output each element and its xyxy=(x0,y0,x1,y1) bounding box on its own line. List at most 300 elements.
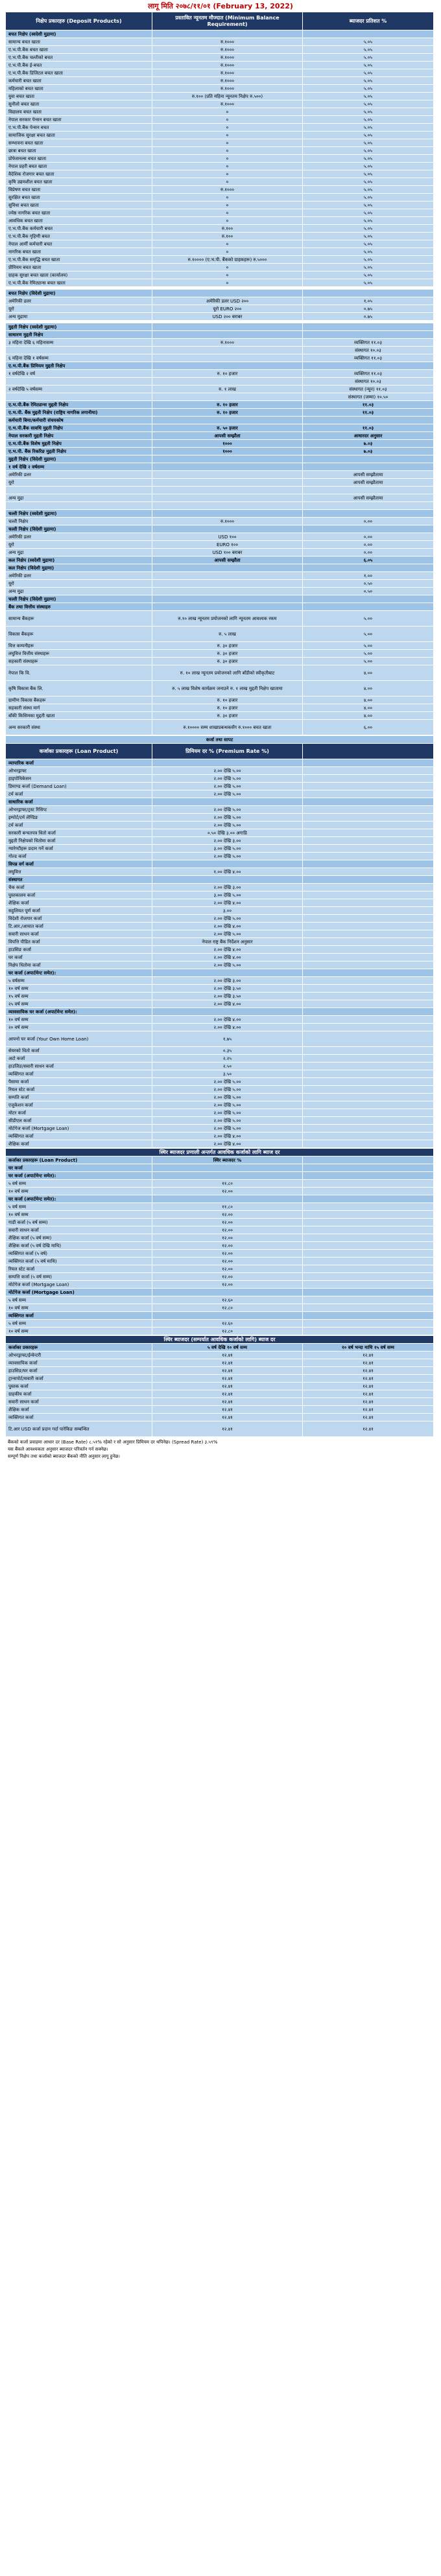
table-row xyxy=(6,775,434,783)
row-rate xyxy=(303,1086,434,1094)
row-label: सामाजिक सुरक्षा बचत खाता xyxy=(6,132,152,139)
table-row xyxy=(6,233,434,240)
table-row xyxy=(6,845,434,853)
row-value: १.७५ xyxy=(152,1031,303,1047)
row-label xyxy=(6,347,152,354)
variable-col-product: कर्जाका प्रकारहरू xyxy=(6,1344,152,1351)
row-value xyxy=(152,525,303,533)
row-label: शैक्षिक कर्जा xyxy=(6,1140,152,1148)
row-value: १२.४१ xyxy=(152,1421,303,1437)
row-label: अन्य सरकारी संस्था xyxy=(6,720,152,735)
row-rate xyxy=(303,1063,434,1070)
row-value: २.०० देखि ५.०० xyxy=(152,930,303,938)
row-value: ११.८० xyxy=(152,1203,303,1211)
row-value xyxy=(152,354,303,362)
row-rate xyxy=(303,417,434,424)
table-row xyxy=(6,132,434,139)
loan-col-extra xyxy=(303,744,434,759)
row-rate xyxy=(303,1055,434,1063)
row-label: सम्पति कर्जा xyxy=(6,1094,152,1101)
table-row xyxy=(6,1281,434,1289)
row-rate xyxy=(303,1125,434,1133)
row-value: रु.१००० xyxy=(152,77,303,85)
table-row xyxy=(6,201,434,209)
row-label: नेपाल प्रहरी बचत खाता xyxy=(6,163,152,170)
row-rate xyxy=(303,1281,434,1289)
row-rate xyxy=(303,767,434,775)
row-rate: ५.०५ xyxy=(303,147,434,155)
table-row xyxy=(6,378,434,385)
table-row xyxy=(6,502,434,510)
row-value xyxy=(152,1289,303,1296)
row-label xyxy=(6,378,152,385)
row-label: शैक्षिक कर्जा (५ वर्ष देखि माथि) xyxy=(6,1242,152,1250)
row-rate: ५.०० xyxy=(303,658,434,665)
row-rate: ५.०५ xyxy=(303,233,434,240)
row-rate: ५.०५ xyxy=(303,225,434,233)
row-value: २.०० देखि ५.०० xyxy=(152,915,303,923)
table-row xyxy=(6,225,434,233)
row-rate: ५.०५ xyxy=(303,279,434,287)
row-label: ग्राहक सुरक्षा बचत खाता (कार्यालय) xyxy=(6,271,152,279)
row-value: रु.१०००० (ए.भ.पी. बैंकको ग्राहकहरू) रु.५००० xyxy=(152,256,303,264)
row-label: अटो कर्जा xyxy=(6,1055,152,1063)
row-value: २.०० देखि ५.०० xyxy=(152,1101,303,1109)
row-value: यूरो EURO २०० xyxy=(152,305,303,313)
row-value: ० xyxy=(152,108,303,116)
row-label: अमेरिकी डलर xyxy=(6,572,152,580)
row-value: १२.०० xyxy=(152,1242,303,1250)
row-value: २.५० xyxy=(152,1063,303,1070)
table-row xyxy=(6,899,434,907)
row-value: २.२५ xyxy=(152,1055,303,1063)
row-rate: संस्थागत १०.०३ xyxy=(303,378,434,385)
table-row xyxy=(6,393,434,401)
table-row xyxy=(6,712,434,720)
row-value: रु.१००० xyxy=(152,62,303,69)
row-value xyxy=(152,588,303,595)
row-value: २.०० देखि ५.०० xyxy=(152,822,303,829)
section-row xyxy=(6,362,434,370)
row-label: मुद्दती निक्षेप (स्वदेशी मुद्रामा) xyxy=(6,323,152,331)
row-label: सुनौलो बचत खाता xyxy=(6,100,152,108)
row-rate xyxy=(303,564,434,572)
row-value xyxy=(152,347,303,354)
row-label: ओभरड्राफ्ट/ईन्वेन्टरी xyxy=(6,1351,152,1359)
row-value: २.०० देखि ५.०० xyxy=(152,1109,303,1117)
row-rate: व्यक्तिगत ११.०३ xyxy=(303,370,434,378)
row-label: व्यक्तिगत कर्जा (५ वर्ष माथि) xyxy=(6,1258,152,1265)
table-row xyxy=(6,993,434,1000)
row-rate xyxy=(303,1070,434,1078)
row-rate: १२.४१ xyxy=(303,1414,434,1421)
row-value: १२.४१ xyxy=(152,1390,303,1398)
row-value: १००० xyxy=(152,440,303,448)
row-rate: ०.०० xyxy=(303,518,434,525)
row-rate xyxy=(303,1117,434,1125)
row-label: कल निक्षेप (विदेशी मुद्रामा) xyxy=(6,564,152,572)
row-label: घर कर्जा xyxy=(6,1164,152,1172)
row-rate xyxy=(303,829,434,837)
row-rate: ५.०५ xyxy=(303,264,434,271)
row-label: चल्ती निक्षेप (विदेशी मुद्रामा) xyxy=(6,595,152,603)
table-row xyxy=(6,209,434,217)
row-rate: आपसी सम्झौतामा xyxy=(303,471,434,479)
row-label: रियल स्टेट कर्जा xyxy=(6,1265,152,1273)
row-label: कर्मचारी बिमा/कर्मचारी संचयकोष xyxy=(6,417,152,424)
table-row xyxy=(6,977,434,985)
table-row xyxy=(6,829,434,837)
row-label: ३ महिना देखि ६ महिनासम्म xyxy=(6,339,152,347)
variable-header-row xyxy=(6,1344,434,1351)
row-rate: ११.०३ xyxy=(303,409,434,417)
section-row xyxy=(6,595,434,603)
row-value: ० xyxy=(152,116,303,124)
row-rate xyxy=(303,1296,434,1304)
row-rate xyxy=(303,323,434,331)
table-row xyxy=(6,93,434,100)
table-row xyxy=(6,985,434,993)
row-label: व्यावसायिक कर्जा xyxy=(6,1359,152,1367)
row-label: ए.भ.पी.बैंक समृद्धि बचत खाता xyxy=(6,256,152,264)
row-rate xyxy=(303,1094,434,1101)
row-rate: ५.०५ xyxy=(303,38,434,46)
row-value: २.०० देखि ४.०० xyxy=(152,946,303,954)
row-label: ए.भ.पी. बैंक रिकरिङ मुद्दती निक्षेप xyxy=(6,448,152,455)
row-label: डिमाण्ड कर्जा (Demand Loan) xyxy=(6,783,152,790)
row-rate: व्यक्तिगत ११.०३ xyxy=(303,339,434,347)
row-label: सहकारी संस्थाहरू xyxy=(6,658,152,665)
table-row xyxy=(6,1016,434,1024)
row-value: ०.३५ xyxy=(152,1047,303,1055)
table-row xyxy=(6,790,434,798)
row-label: ए.भ.पी.बैंक ई-बचत xyxy=(6,62,152,69)
row-rate: ५.०५ xyxy=(303,248,434,256)
row-value: रु. १० हजार xyxy=(152,370,303,378)
row-rate xyxy=(303,487,434,494)
row-rate xyxy=(303,1273,434,1281)
row-rate: ५.०५ xyxy=(303,100,434,108)
row-value: रु.१०० (प्रति महिना न्यूनतम निक्षेप रु.५००) xyxy=(152,93,303,100)
table-row xyxy=(6,1000,434,1008)
row-rate xyxy=(303,884,434,891)
table-row xyxy=(6,305,434,313)
row-rate: ५.०५ xyxy=(303,240,434,248)
row-label: यूरो xyxy=(6,580,152,588)
row-rate: १.०० xyxy=(303,572,434,580)
row-rate xyxy=(303,783,434,790)
row-label: व्यक्तिगत कर्जा xyxy=(6,1133,152,1140)
row-value xyxy=(152,1195,303,1203)
row-label: यूरो xyxy=(6,305,152,313)
row-rate: १२.४१ xyxy=(303,1390,434,1398)
row-rate: आपसी सम्झौतामा xyxy=(303,479,434,487)
row-rate xyxy=(303,1195,434,1203)
row-value: रु. ५ लाख विशेष कार्यक्रम जनाउने रु. १ लाख मुद्दती निक्षेप खातामा xyxy=(152,681,303,696)
table-row xyxy=(6,339,434,347)
table-row xyxy=(6,1094,434,1101)
row-value: रु. ३० हजार xyxy=(152,650,303,658)
row-value xyxy=(152,595,303,603)
row-label xyxy=(6,393,152,401)
row-rate xyxy=(303,891,434,899)
footer-notes xyxy=(5,1437,436,1462)
row-value: ० xyxy=(152,170,303,178)
row-label: बचत निक्षेप (स्वदेशी मुद्रामा) xyxy=(6,30,152,38)
table-row xyxy=(6,1304,434,1312)
row-rate xyxy=(303,993,434,1000)
table-row xyxy=(6,1070,434,1078)
table-row xyxy=(6,116,434,124)
row-rate: संस्थागत १०.०३ xyxy=(303,347,434,354)
row-value: ० xyxy=(152,163,303,170)
table-row xyxy=(6,884,434,891)
row-value: १२.०० xyxy=(152,1234,303,1242)
row-value: १२.४१ xyxy=(152,1375,303,1383)
deposit-header-row xyxy=(6,12,434,30)
deposit-col-rate: ब्याजदर प्रतिशत % xyxy=(303,12,434,30)
table-row xyxy=(6,471,434,479)
table-row xyxy=(6,665,434,681)
row-value: २.०० देखि ५.०० xyxy=(152,1094,303,1101)
table-row xyxy=(6,783,434,790)
row-label: १० वर्ष सम्म xyxy=(6,1188,152,1195)
row-value: ३.०० xyxy=(152,907,303,915)
row-label: महिलाको बचत खाता xyxy=(6,85,152,93)
page-title: लागू मिति २०७८/११/०१ (February 13, 2022) xyxy=(148,2,293,10)
row-rate: ४.०० xyxy=(303,681,434,696)
row-label: २० वर्ष सम्म xyxy=(6,1024,152,1031)
row-value: रु. ५० हजार xyxy=(152,424,303,432)
table-row xyxy=(6,354,434,362)
row-label: ए.भ.पी.बैंक रेमिट्यान्स बचत खाता xyxy=(6,279,152,287)
row-label: विद्यालय बचत खाता xyxy=(6,108,152,116)
row-rate xyxy=(303,930,434,938)
row-value: १२.८० xyxy=(152,1328,303,1335)
row-value: २.०० देखि ५.०० xyxy=(152,783,303,790)
row-value: रु.१००० xyxy=(152,186,303,194)
table-row xyxy=(6,370,434,378)
row-label: वैदेशिक रोजगार बचत खाता xyxy=(6,170,152,178)
row-label: हाउसिङ/घर कर्जा xyxy=(6,1367,152,1375)
row-label: नेपाल कि वि. xyxy=(6,665,152,681)
section-row xyxy=(6,290,434,297)
row-label: २५ वर्ष सम्म xyxy=(6,1000,152,1008)
row-value: ० xyxy=(152,201,303,209)
row-label: घर कर्जा xyxy=(6,954,152,961)
row-label: विपत्ति पीडित कर्जा xyxy=(6,938,152,946)
row-rate: ५.०५ xyxy=(303,209,434,217)
row-label: १० वर्ष सम्म xyxy=(6,1211,152,1219)
row-rate xyxy=(303,899,434,907)
table-row xyxy=(6,124,434,132)
row-label: चल्ती निक्षेप xyxy=(6,518,152,525)
row-rate xyxy=(303,290,434,297)
row-label: व्यक्तिगत कर्जा (५ वर्ष) xyxy=(6,1250,152,1258)
table-row xyxy=(6,572,434,580)
row-value: ० xyxy=(152,264,303,271)
row-label: हाउजिङ/सवारी साधन कर्जा xyxy=(6,1063,152,1070)
row-rate: ५.०५ xyxy=(303,62,434,69)
row-rate xyxy=(303,977,434,985)
row-label: आवधिक बचत खाता xyxy=(6,217,152,225)
table-row xyxy=(6,549,434,557)
table-row xyxy=(6,1047,434,1055)
row-value: ० xyxy=(152,124,303,132)
table-row xyxy=(6,611,434,627)
table-row xyxy=(6,1180,434,1188)
row-rate xyxy=(303,455,434,463)
row-value: १००० xyxy=(152,448,303,455)
table-row xyxy=(6,1234,434,1242)
row-rate xyxy=(303,510,434,518)
row-rate: ५.०५ xyxy=(303,256,434,264)
deposit-table xyxy=(5,12,434,735)
row-value: १२.६० xyxy=(152,1320,303,1328)
table-row xyxy=(6,822,434,829)
fixed-rows xyxy=(6,1164,434,1335)
row-rate: १२.४१ xyxy=(303,1375,434,1383)
row-label: ए.भ.पी.बैंक बचत खाता xyxy=(6,46,152,54)
table-row xyxy=(6,1296,434,1304)
row-value: २.०० देखि ४.०० xyxy=(152,954,303,961)
row-rate: ०.०० xyxy=(303,541,434,549)
row-value: रु. ३० हजार xyxy=(152,712,303,720)
loan-section-title: कर्जा तथा सापट xyxy=(6,736,434,744)
row-value: USD २०० बराबर xyxy=(152,313,303,321)
row-label: चैक कर्जा xyxy=(6,884,152,891)
variable-section-row xyxy=(6,1336,434,1344)
table-row xyxy=(6,961,434,969)
row-rate xyxy=(303,331,434,339)
row-value: १२.४१ xyxy=(152,1414,303,1421)
row-label: गाडी कर्जा (५ वर्ष सम्म) xyxy=(6,1219,152,1226)
row-label: ग्राहकीय कर्जा xyxy=(6,1390,152,1398)
table-row xyxy=(6,271,434,279)
row-value: आपसी सम्झौता xyxy=(152,557,303,564)
row-value: १२.४१ xyxy=(152,1383,303,1390)
row-label: साधारण मुद्दती निक्षेप xyxy=(6,331,152,339)
row-value: २.०० देखि ५.०० xyxy=(152,961,303,969)
table-row xyxy=(6,248,434,256)
row-label: मोर्टगेज कर्जा (Mortgage Loan) xyxy=(6,1281,152,1289)
row-value: ० xyxy=(152,271,303,279)
table-row xyxy=(6,806,434,814)
section-row xyxy=(6,1312,434,1320)
row-rate: ४.०० xyxy=(303,704,434,712)
table-row xyxy=(6,69,434,77)
row-rate: १२.४१ xyxy=(303,1351,434,1359)
variable-section-title: स्थिर ब्याजदर (सम्पर्यात आवधिक कर्जाको लागि) ब्याज दर xyxy=(6,1336,434,1344)
table-row xyxy=(6,1351,434,1359)
table-row xyxy=(6,954,434,961)
section-row xyxy=(6,30,434,38)
row-rate xyxy=(303,876,434,884)
row-label: ओभरड्राफ्ट xyxy=(6,767,152,775)
row-value: १२.४१ xyxy=(152,1359,303,1367)
row-rate: ०.०० xyxy=(303,549,434,557)
row-label: सवारी साधन कर्जा xyxy=(6,930,152,938)
table-row xyxy=(6,1398,434,1406)
section-row xyxy=(6,798,434,806)
table-row xyxy=(6,868,434,876)
row-label: नेपाल सरकारी मुद्दती निक्षेप xyxy=(6,432,152,440)
loan-table xyxy=(5,735,434,1148)
section-row xyxy=(6,331,434,339)
row-label: सुरक्षित बचत खाता xyxy=(6,194,152,201)
row-value: २.०० देखि ५.०० xyxy=(152,853,303,860)
row-value xyxy=(152,876,303,884)
row-value: ० xyxy=(152,147,303,155)
row-value: EURO १०० xyxy=(152,541,303,549)
row-value: २.०० देखि ३.५० xyxy=(152,985,303,993)
row-label: निक्षेप धितोमा कर्जा xyxy=(6,961,152,969)
row-label: ज्येष्ठ नागरिक बचत खाता xyxy=(6,209,152,217)
row-label: लघुवित्त xyxy=(6,868,152,876)
row-value xyxy=(152,471,303,479)
table-row xyxy=(6,1133,434,1140)
table-row xyxy=(6,1024,434,1031)
row-label: सामान्य बचत खाता xyxy=(6,38,152,46)
row-rate xyxy=(303,798,434,806)
row-rate xyxy=(303,961,434,969)
section-row xyxy=(6,1008,434,1016)
table-row xyxy=(6,541,434,549)
row-rate xyxy=(303,1109,434,1117)
row-rate: ५.०० xyxy=(303,650,434,658)
row-label: गोल्ड कर्जा xyxy=(6,853,152,860)
row-rate: ५.०० xyxy=(303,611,434,627)
row-label: एजुकेशन कर्जा xyxy=(6,1101,152,1109)
row-value: २.०० देखि ५.०० xyxy=(152,1125,303,1133)
row-value xyxy=(152,1172,303,1180)
row-value: १२.०० xyxy=(152,1188,303,1195)
row-value: २.०० देखि ३.०० xyxy=(152,837,303,845)
table-row xyxy=(6,1258,434,1265)
row-rate xyxy=(303,1101,434,1109)
row-value: १२.०० xyxy=(152,1258,303,1265)
row-label: यूरो xyxy=(6,479,152,487)
row-label: संस्थागत xyxy=(6,876,152,884)
row-label: सहुलियत पूर्ण कर्जा xyxy=(6,907,152,915)
row-value: ० xyxy=(152,279,303,287)
table-row xyxy=(6,1055,434,1063)
row-value: १२.०० xyxy=(152,1265,303,1273)
row-label: नेपाल सरकार पेन्सन बचत खाता xyxy=(6,116,152,124)
row-label xyxy=(6,502,152,510)
row-label: अन्य मुद्रामा xyxy=(6,313,152,321)
table-row xyxy=(6,938,434,946)
row-value: २.०० देखि ४.०० xyxy=(152,1133,303,1140)
row-value: १२.४१ xyxy=(152,1406,303,1414)
table-row xyxy=(6,1063,434,1070)
footer-note: सम्पूर्ण निक्षेप तथा कर्जाको ब्याजदर बैंकको नीति अनुसार लागू हुनेछ। xyxy=(8,1454,120,1459)
row-value: रु.१००० xyxy=(152,38,303,46)
section-row xyxy=(6,525,434,533)
row-value xyxy=(152,510,303,518)
row-value: २.०० देखि ४.०० xyxy=(152,1140,303,1148)
row-value: ० xyxy=(152,194,303,201)
table-row xyxy=(6,279,434,287)
row-value: USD १०० बराबर xyxy=(152,549,303,557)
table-row xyxy=(6,1242,434,1250)
table-row xyxy=(6,1125,434,1133)
row-rate xyxy=(303,1234,434,1242)
table-row xyxy=(6,1140,434,1148)
table-row xyxy=(6,85,434,93)
row-label: ए.भ.पी. बैंक मुद्दती निक्षेप (राष्ट्रिय नागरिक लगानीमा) xyxy=(6,409,152,417)
section-row xyxy=(6,1164,434,1172)
